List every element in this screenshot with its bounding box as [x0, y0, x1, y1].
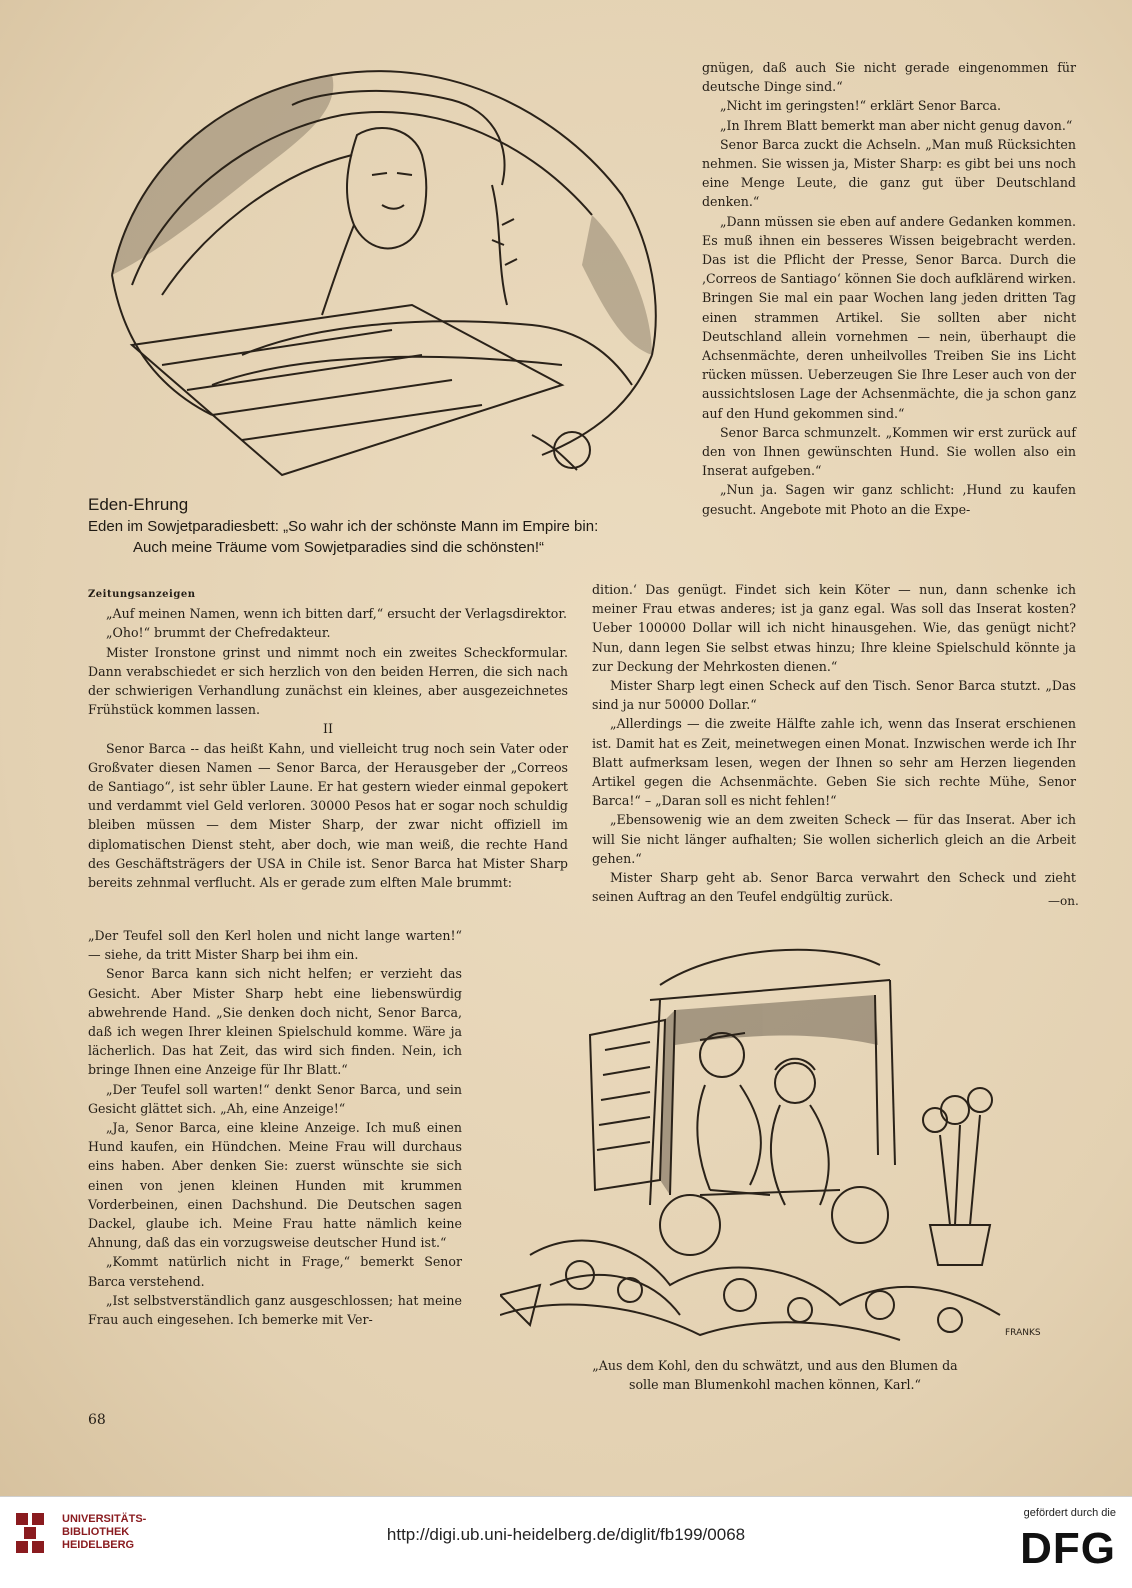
paragraph: „Kommt natürlich nicht in Frage,“ bemerkt Senor Barca verstehend. [88, 1254, 462, 1289]
article-signature: —on. [1048, 894, 1079, 908]
cartoon-top-title: Eden-Ehrung [88, 495, 189, 514]
paragraph: „Ebensowenig wie an dem zweiten Scheck — für das Inserat. Aber ich will Sie nicht länger aufhalten; Sie wollen sicherlich gleich an die Arbeit gehen.“ [592, 812, 1076, 866]
section-label: Zeitungsanzeigen [88, 589, 196, 600]
cartoon-top-caption-1: Eden im Sowjetparadiesbett: „So wahr ich der schönste Mann im Empire bin: [88, 518, 599, 535]
paragraph: dition.‘ Das genügt. Findet sich kein Köter — nun, dann schenke ich meiner Frau etwas anderes; ist ja ganz egal. Was soll das Inserat kosten? Ueber 100000 Dollar will ich nicht hinausgehen. Wie, das genügt nicht? Nun, dann legen Sie selbst etwas hinzu; Ihre kleine Spielschuld könnte ja zur Deckung der Mehrkosten dienen.“ [592, 582, 1076, 674]
paragraph: „Oho!“ brummt der Chefredakteur. [106, 625, 331, 641]
cartoon-wagon-drawing [500, 925, 1060, 1345]
paragraph: „Nun ja. Sagen wir ganz schlicht: ‚Hund zu kaufen gesucht. Angebote mit Photo an die Expe- [702, 482, 1076, 517]
cartoon-eden-bed-drawing [92, 55, 672, 487]
paragraph: Senor Barca kann sich nicht helfen; er verzieht das Gesicht. Aber Mister Sharp hebt eine liebenswürdig abwehrende Hand. „Sie denken doch nicht, Senor Barca, daß ich wegen Ihrer kleinen Spielschuld komme. Wäre ja lächerlich. Das hat Zeit, das wird sich finden. Nein, ich bringe Ihnen eine Anzeige für Ihr Blatt.“ [88, 966, 462, 1078]
cartoon-wagon [500, 925, 1060, 1345]
library-name-line3: HEIDELBERG [62, 1539, 135, 1551]
paragraph: „Auf meinen Namen, wenn ich bitten darf,“ ersucht der Verlagsdirektor. [106, 606, 567, 622]
funded-by-label: gefördert durch die [1023, 1507, 1116, 1519]
paragraph: „In Ihrem Blatt bemerkt man aber nicht genug davon.“ [720, 117, 1073, 133]
paragraph: „Nicht im geringsten!“ erklärt Senor Barca. [720, 98, 1001, 114]
cartoon-bottom-caption-1: „Aus dem Kohl, den du schwätzt, und aus den Blumen da [592, 1358, 958, 1373]
left-column [88, 585, 568, 892]
right-column-wide [592, 580, 1076, 906]
paragraph: gnügen, daß auch Sie nicht gerade eingenommen für deutsche Dinge sind.“ [702, 60, 1076, 95]
paragraph: „Ja, Senor Barca, eine kleine Anzeige. Ich muß einen Hund kaufen, ein Hündchen. Meine Frau will durchaus eins haben. Aber denken Sie: zuerst wünschte sie sich einen von jenen kleinen Hunden mit krummen Vorderbeinen, einen Dachshund. Die Deutschen sagen Dackel, glaube ich. Meine Frau hatte nämlich keine Ahnung, daß das ein vorzugsweise deutscher Hund ist.“ [88, 1120, 462, 1251]
permalink-url[interactable]: http://digi.ub.uni-heidelberg.de/diglit/fb199/0068 [386, 1525, 746, 1544]
paragraph: Senor Barca -- das heißt Kahn, und vielleicht trug noch sein Vater oder Großvater diesen Namen — Senor Barca, der Herausgeber der „Correos de Santiago“, ist sehr übler Laune. Er hat gestern wieder einmal gepokert und verdammt viel Geld verloren. 30000 Pesos hat er sogar noch schuldig bleiben müssen — dem Mister Sharp, der zwar nicht offiziell im diplomatischen Dienst steht, aber doch, wie man weiß, die rechte Hand des Geschäftsträgers der USA in Chile ist. Senor Barca hat Mister Sharp bereits zehnmal verflucht. Als er gerade zum elften Male brummt: [88, 740, 568, 891]
left-column-narrow [88, 926, 462, 1329]
paragraph: Mister Sharp legt einen Scheck auf den Tisch. Senor Barca stutzt. „Das sind ja nur 50000 Dollar.“ [592, 678, 1076, 713]
cartoon-eden-bed [92, 55, 672, 487]
paragraph: Senor Barca schmunzelt. „Kommen wir erst zurück auf den von Ihnen gewünschten Hund. Sie wollen also ein Inserat aufgeben.“ [702, 424, 1076, 479]
paragraph: „Dann müssen sie eben auf andere Gedanken kommen. Es muß ihnen ein besseres Wissen beigebracht werden. Das ist die Pflicht der Presse, Senor Barca. Durch die ‚Correos de Santiago‘ können Sie doch aufklärend wirken. Bringen Sie mal ein paar Wochen lang jeden dritten Tag einen strammen Artikel. Sie sollten aber nicht Deutschland allein vornehmen — nein, überhaupt die Achsenmächte, deren unheilvolles Treiben Sie ins Licht rücken müssen. Ueberzeugen Sie Ihre Leser auch von der aussichtslosen Lage der Achsenmächte, die ja schon ganz auf den Hund gekommen sind.“ [702, 213, 1076, 421]
digitization-footer [0, 1496, 1132, 1588]
paragraph: „Allerdings — die zweite Hälfte zahle ich, wenn das Inserat erschienen ist. Damit hat es Zeit, meinetwegen einen Monat. Inzwischen werde ich Ihr Blatt aufmerksam lesen, wegen der Ihnen so sehr am Herzen liegenden Artikel gegen die Achsenmächte. Geben Sie sich rechte Mühe, Senor Barca!“ – „Daran soll es nicht fehlen!“ [592, 716, 1076, 809]
paragraph: „Ist selbstverständlich ganz ausgeschlossen; hat meine Frau auch eingesehen. Ich bemerke mit Ver- [88, 1292, 462, 1328]
cartoon-bottom-caption-2: solle man Blumenkohl machen können, Karl.“ [629, 1377, 921, 1392]
paragraph: Senor Barca zuckt die Achseln. „Man muß Rücksichten nehmen. Sie wissen ja, Mister Sharp: es gibt bei uns noch eine Menge Leute, die ganz gut über Deutschland denken.“ [702, 136, 1076, 210]
section-number: II [323, 721, 333, 737]
library-name-line1: UNIVERSITÄTS- [62, 1513, 147, 1525]
page-number: 68 [88, 1412, 106, 1428]
cartoon-top-caption-2: Auch meine Träume vom Sowjetparadies sind die schönsten!“ [133, 539, 545, 556]
cartoon-bottom-caption [540, 1356, 1010, 1394]
paragraph: Mister Ironstone grinst und nimmt noch ein zweites Scheckformular. Dann verabschiedet er sich herzlich von den beiden Herren, die sich nach der schwierigen Verhandlung zunächst ein kleines, aber ausgezeichnetes Frühstück kommen lassen. [88, 644, 568, 718]
library-name-line2: BIBLIOTHEK [62, 1526, 130, 1538]
paragraph: „Der Teufel soll warten!“ denkt Senor Barca, und sein Gesicht glättet sich. „Ah, eine Anzeige!“ [88, 1081, 462, 1116]
paragraph: „Der Teufel soll den Kerl holen und nicht lange warten!“ — siehe, da tritt Mister Sharp bei ihm ein. [88, 928, 462, 963]
paragraph: Mister Sharp geht ab. Senor Barca verwahrt den Scheck und zieht seinen Auftrag an den Teufel endgültig zurück. [592, 870, 1076, 905]
dfg-logo[interactable]: DFG [1020, 1524, 1116, 1573]
right-column-top [702, 58, 1076, 519]
artist-signature: FRANKS [1005, 1328, 1041, 1338]
